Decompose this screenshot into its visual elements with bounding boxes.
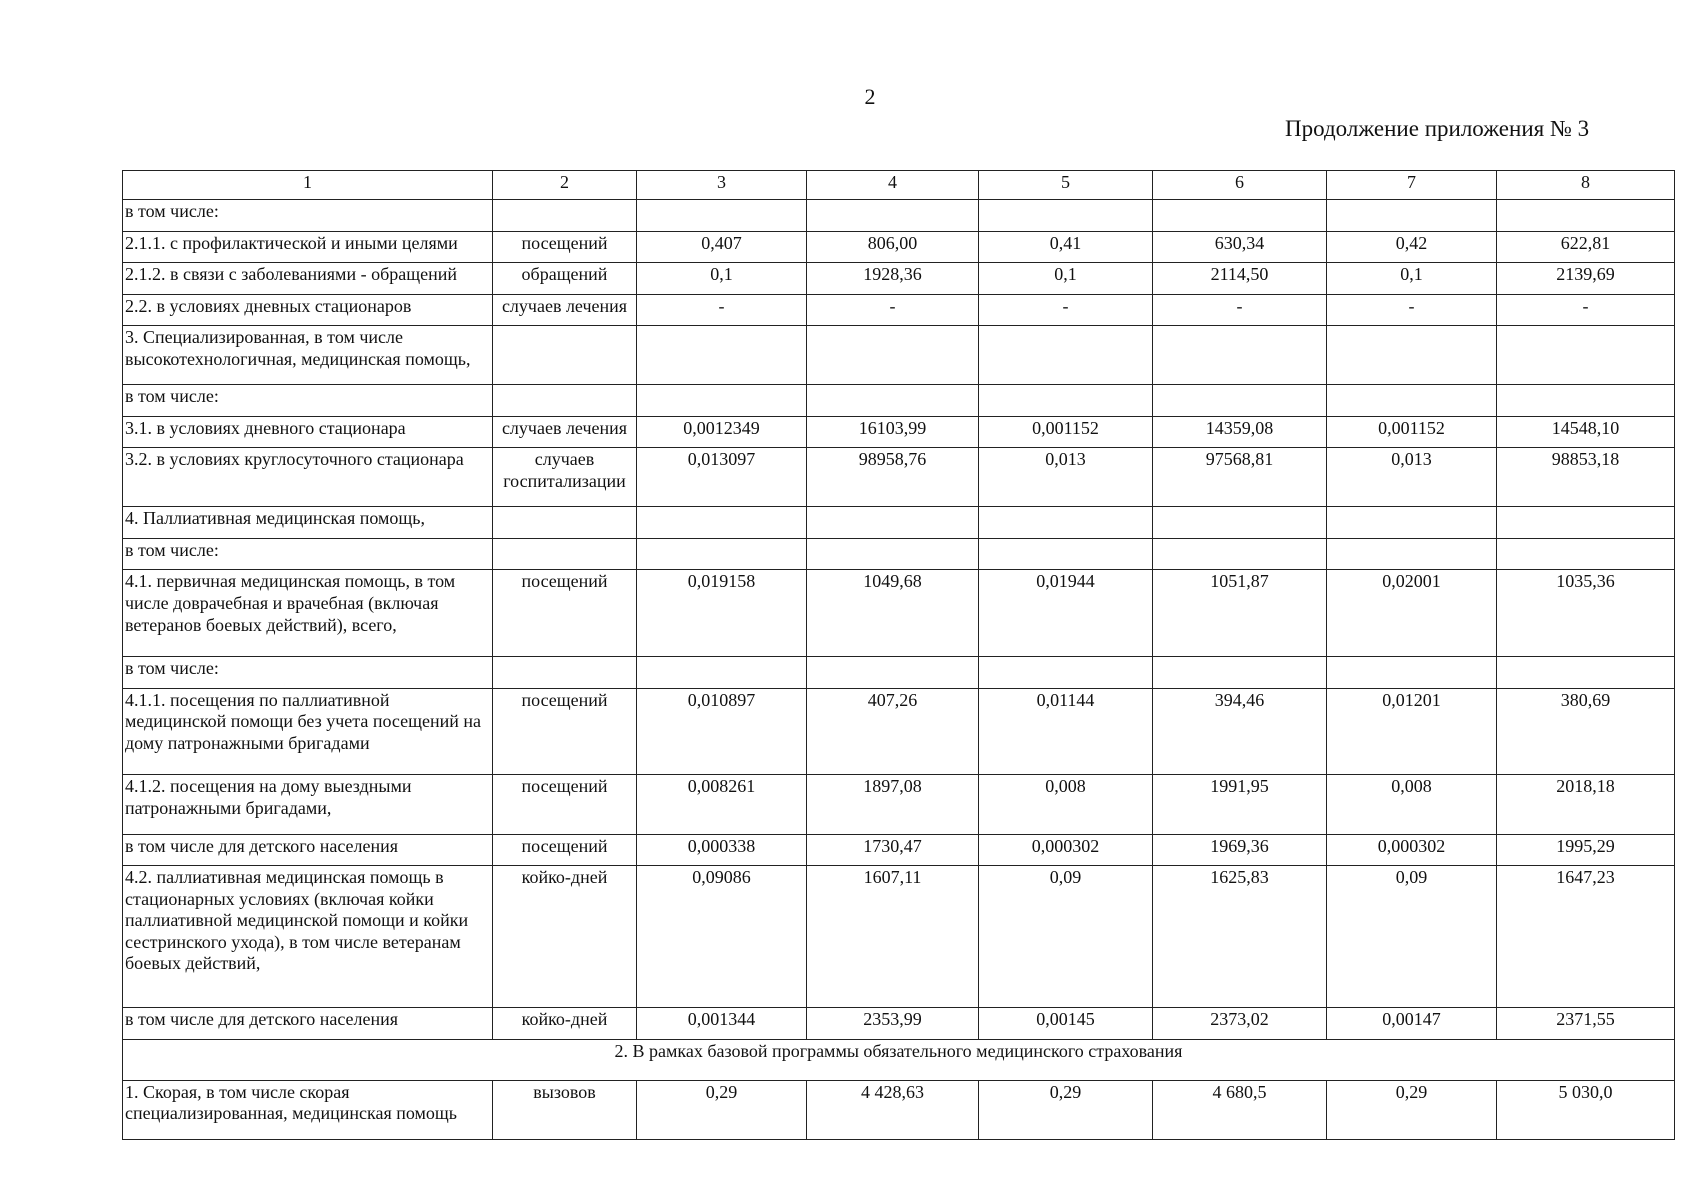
row-value: 0,01201 — [1327, 688, 1497, 775]
row-value: 98853,18 — [1497, 448, 1675, 507]
column-number: 7 — [1327, 171, 1497, 200]
row-value: 0,29 — [1327, 1080, 1497, 1139]
row-value — [979, 538, 1153, 570]
row-value: 0,02001 — [1327, 570, 1497, 657]
row-value: 2371,55 — [1497, 1008, 1675, 1040]
row-value: 97568,81 — [1153, 448, 1327, 507]
row-unit: обращений — [493, 263, 637, 295]
row-value: 0,09086 — [637, 866, 807, 1008]
row-value: 0,001152 — [1327, 416, 1497, 448]
row-value — [637, 385, 807, 417]
row-value: 0,09 — [979, 866, 1153, 1008]
row-value: 2353,99 — [807, 1008, 979, 1040]
row-name: 2.2. в условиях дневных стационаров — [123, 294, 493, 326]
row-name: 4.1.2. посещения на дому выездными патронажными бригадами, — [123, 775, 493, 834]
row-value — [637, 657, 807, 689]
table-row — [123, 657, 1675, 689]
row-value — [807, 326, 979, 385]
table-row — [123, 326, 1675, 385]
page-number: 2 — [864, 84, 876, 109]
row-value: 407,26 — [807, 688, 979, 775]
row-value: - — [1497, 294, 1675, 326]
table-row — [123, 570, 1675, 657]
table-row — [123, 416, 1675, 448]
row-name: 3.1. в условиях дневного стационара — [123, 416, 493, 448]
row-value: 2018,18 — [1497, 775, 1675, 834]
row-unit: случаев госпитализации — [493, 448, 637, 507]
row-value: 806,00 — [807, 231, 979, 263]
table-row — [123, 294, 1675, 326]
table-row — [123, 231, 1675, 263]
row-value — [1327, 657, 1497, 689]
row-value: 622,81 — [1497, 231, 1675, 263]
row-value — [1327, 326, 1497, 385]
row-value — [1153, 507, 1327, 539]
row-value: 0,008261 — [637, 775, 807, 834]
row-name: 2.1.2. в связи с заболеваниями - обращений — [123, 263, 493, 295]
row-value: 0,001344 — [637, 1008, 807, 1040]
row-value: 380,69 — [1497, 688, 1675, 775]
table-row — [123, 385, 1675, 417]
row-value: 0,01144 — [979, 688, 1153, 775]
row-value — [807, 538, 979, 570]
column-number: 3 — [637, 171, 807, 200]
row-name: 3. Специализированная, в том числе высокотехнологичная, медицинская помощь, — [123, 326, 493, 385]
row-value: 0,1 — [637, 263, 807, 295]
row-value — [1327, 385, 1497, 417]
row-value — [1153, 657, 1327, 689]
row-value: 0,019158 — [637, 570, 807, 657]
row-value: 0,01944 — [979, 570, 1153, 657]
row-value: 1995,29 — [1497, 834, 1675, 866]
row-value — [1497, 538, 1675, 570]
row-value: 1969,36 — [1153, 834, 1327, 866]
column-number: 4 — [807, 171, 979, 200]
row-value: - — [979, 294, 1153, 326]
row-value: 1730,47 — [807, 834, 979, 866]
row-value: 2114,50 — [1153, 263, 1327, 295]
row-name: 4.1.1. посещения по паллиативной медицинской помощи без учета посещений на дому патронажными бригадами — [123, 688, 493, 775]
row-value: 1607,11 — [807, 866, 979, 1008]
column-number: 8 — [1497, 171, 1675, 200]
row-value — [1497, 326, 1675, 385]
row-value: 0,407 — [637, 231, 807, 263]
row-value: 394,46 — [1153, 688, 1327, 775]
row-value: 0,013 — [979, 448, 1153, 507]
row-value: 0,09 — [1327, 866, 1497, 1008]
section-row — [123, 1039, 1675, 1080]
row-value: 1991,95 — [1153, 775, 1327, 834]
row-unit — [493, 538, 637, 570]
row-value: - — [1153, 294, 1327, 326]
row-value — [1327, 538, 1497, 570]
row-value — [1327, 507, 1497, 539]
row-value — [637, 200, 807, 232]
row-value — [807, 200, 979, 232]
row-unit — [493, 507, 637, 539]
row-unit: случаев лечения — [493, 294, 637, 326]
table-row — [123, 538, 1675, 570]
row-value: 2139,69 — [1497, 263, 1675, 295]
row-unit: посещений — [493, 231, 637, 263]
appendix-note: Продолжение приложения № 3 — [1285, 116, 1590, 141]
row-unit — [493, 385, 637, 417]
row-value: 1897,08 — [807, 775, 979, 834]
row-value — [979, 326, 1153, 385]
table-row — [123, 1080, 1675, 1139]
row-value — [1497, 200, 1675, 232]
row-value — [979, 657, 1153, 689]
row-name: в том числе для детского населения — [123, 1008, 493, 1040]
row-unit: случаев лечения — [493, 416, 637, 448]
column-number: 1 — [123, 171, 493, 200]
row-value: 1625,83 — [1153, 866, 1327, 1008]
column-number-row — [123, 171, 1675, 200]
table-row — [123, 775, 1675, 834]
row-value — [1497, 657, 1675, 689]
row-value — [1153, 326, 1327, 385]
row-value — [979, 385, 1153, 417]
row-value: 0,1 — [1327, 263, 1497, 295]
row-value — [807, 385, 979, 417]
row-value: - — [807, 294, 979, 326]
table-row — [123, 866, 1675, 1008]
row-value: 0,013097 — [637, 448, 807, 507]
table-row — [123, 263, 1675, 295]
row-value: 5 030,0 — [1497, 1080, 1675, 1139]
row-value: 0,000338 — [637, 834, 807, 866]
row-name: в том числе: — [123, 385, 493, 417]
row-value: 0,000302 — [1327, 834, 1497, 866]
row-value: 1035,36 — [1497, 570, 1675, 657]
column-number: 5 — [979, 171, 1153, 200]
column-number: 6 — [1153, 171, 1327, 200]
row-name: в том числе: — [123, 657, 493, 689]
row-unit — [493, 326, 637, 385]
row-value: 0,000302 — [979, 834, 1153, 866]
row-unit — [493, 657, 637, 689]
row-unit — [493, 200, 637, 232]
row-unit: посещений — [493, 570, 637, 657]
row-value — [1497, 385, 1675, 417]
row-value: 1051,87 — [1153, 570, 1327, 657]
row-unit: койко-дней — [493, 866, 637, 1008]
row-name: 4.2. паллиативная медицинская помощь в стационарных условиях (включая койки паллиативной медицинской помощи и койки сестринского ухода), в том числе ветеранам боевых действий, — [123, 866, 493, 1008]
row-value: 0,008 — [979, 775, 1153, 834]
row-value: 0,00145 — [979, 1008, 1153, 1040]
row-name: 2.1.1. с профилактической и иными целями — [123, 231, 493, 263]
table-row — [123, 688, 1675, 775]
row-value: 2373,02 — [1153, 1008, 1327, 1040]
row-name: в том числе для детского населения — [123, 834, 493, 866]
column-number: 2 — [493, 171, 637, 200]
table-row — [123, 448, 1675, 507]
row-value — [1153, 200, 1327, 232]
row-value: 0,013 — [1327, 448, 1497, 507]
row-name: 3.2. в условиях круглосуточного стационара — [123, 448, 493, 507]
section-title: 2. В рамках базовой программы обязательного медицинского страхования — [123, 1039, 1675, 1080]
row-value: 1049,68 — [807, 570, 979, 657]
row-name: 4.1. первичная медицинская помощь, в том числе доврачебная и врачебная (включая ветеранов боевых действий), всего, — [123, 570, 493, 657]
table-row — [123, 507, 1675, 539]
row-value: 630,34 — [1153, 231, 1327, 263]
row-value — [807, 507, 979, 539]
table-row — [123, 1008, 1675, 1040]
row-value: - — [1327, 294, 1497, 326]
row-value — [979, 200, 1153, 232]
row-value: 0,41 — [979, 231, 1153, 263]
row-value: 1647,23 — [1497, 866, 1675, 1008]
row-name: 4. Паллиативная медицинская помощь, — [123, 507, 493, 539]
row-value: 0,001152 — [979, 416, 1153, 448]
row-value — [979, 507, 1153, 539]
row-value — [637, 507, 807, 539]
row-value: 0,0012349 — [637, 416, 807, 448]
row-value — [1327, 200, 1497, 232]
row-value — [637, 326, 807, 385]
row-value: 0,008 — [1327, 775, 1497, 834]
row-unit: посещений — [493, 775, 637, 834]
row-value: 0,00147 — [1327, 1008, 1497, 1040]
tariff-table — [122, 170, 1675, 1140]
row-unit: койко-дней — [493, 1008, 637, 1040]
row-value — [1497, 507, 1675, 539]
row-value: 4 428,63 — [807, 1080, 979, 1139]
row-value: 0,010897 — [637, 688, 807, 775]
row-value: 16103,99 — [807, 416, 979, 448]
row-value: 4 680,5 — [1153, 1080, 1327, 1139]
row-value: - — [637, 294, 807, 326]
row-value — [1153, 538, 1327, 570]
row-value — [1153, 385, 1327, 417]
row-value: 0,29 — [637, 1080, 807, 1139]
row-value: 14359,08 — [1153, 416, 1327, 448]
row-value: 1928,36 — [807, 263, 979, 295]
row-name: в том числе: — [123, 538, 493, 570]
row-value: 14548,10 — [1497, 416, 1675, 448]
table-row — [123, 200, 1675, 232]
row-unit: посещений — [493, 688, 637, 775]
row-unit: посещений — [493, 834, 637, 866]
table-row — [123, 834, 1675, 866]
row-name: 1. Скорая, в том числе скорая специализированная, медицинская помощь — [123, 1080, 493, 1139]
row-value — [807, 657, 979, 689]
row-name: в том числе: — [123, 200, 493, 232]
row-value: 98958,76 — [807, 448, 979, 507]
row-value — [637, 538, 807, 570]
row-value: 0,42 — [1327, 231, 1497, 263]
row-value: 0,29 — [979, 1080, 1153, 1139]
row-value: 0,1 — [979, 263, 1153, 295]
row-unit: вызовов — [493, 1080, 637, 1139]
